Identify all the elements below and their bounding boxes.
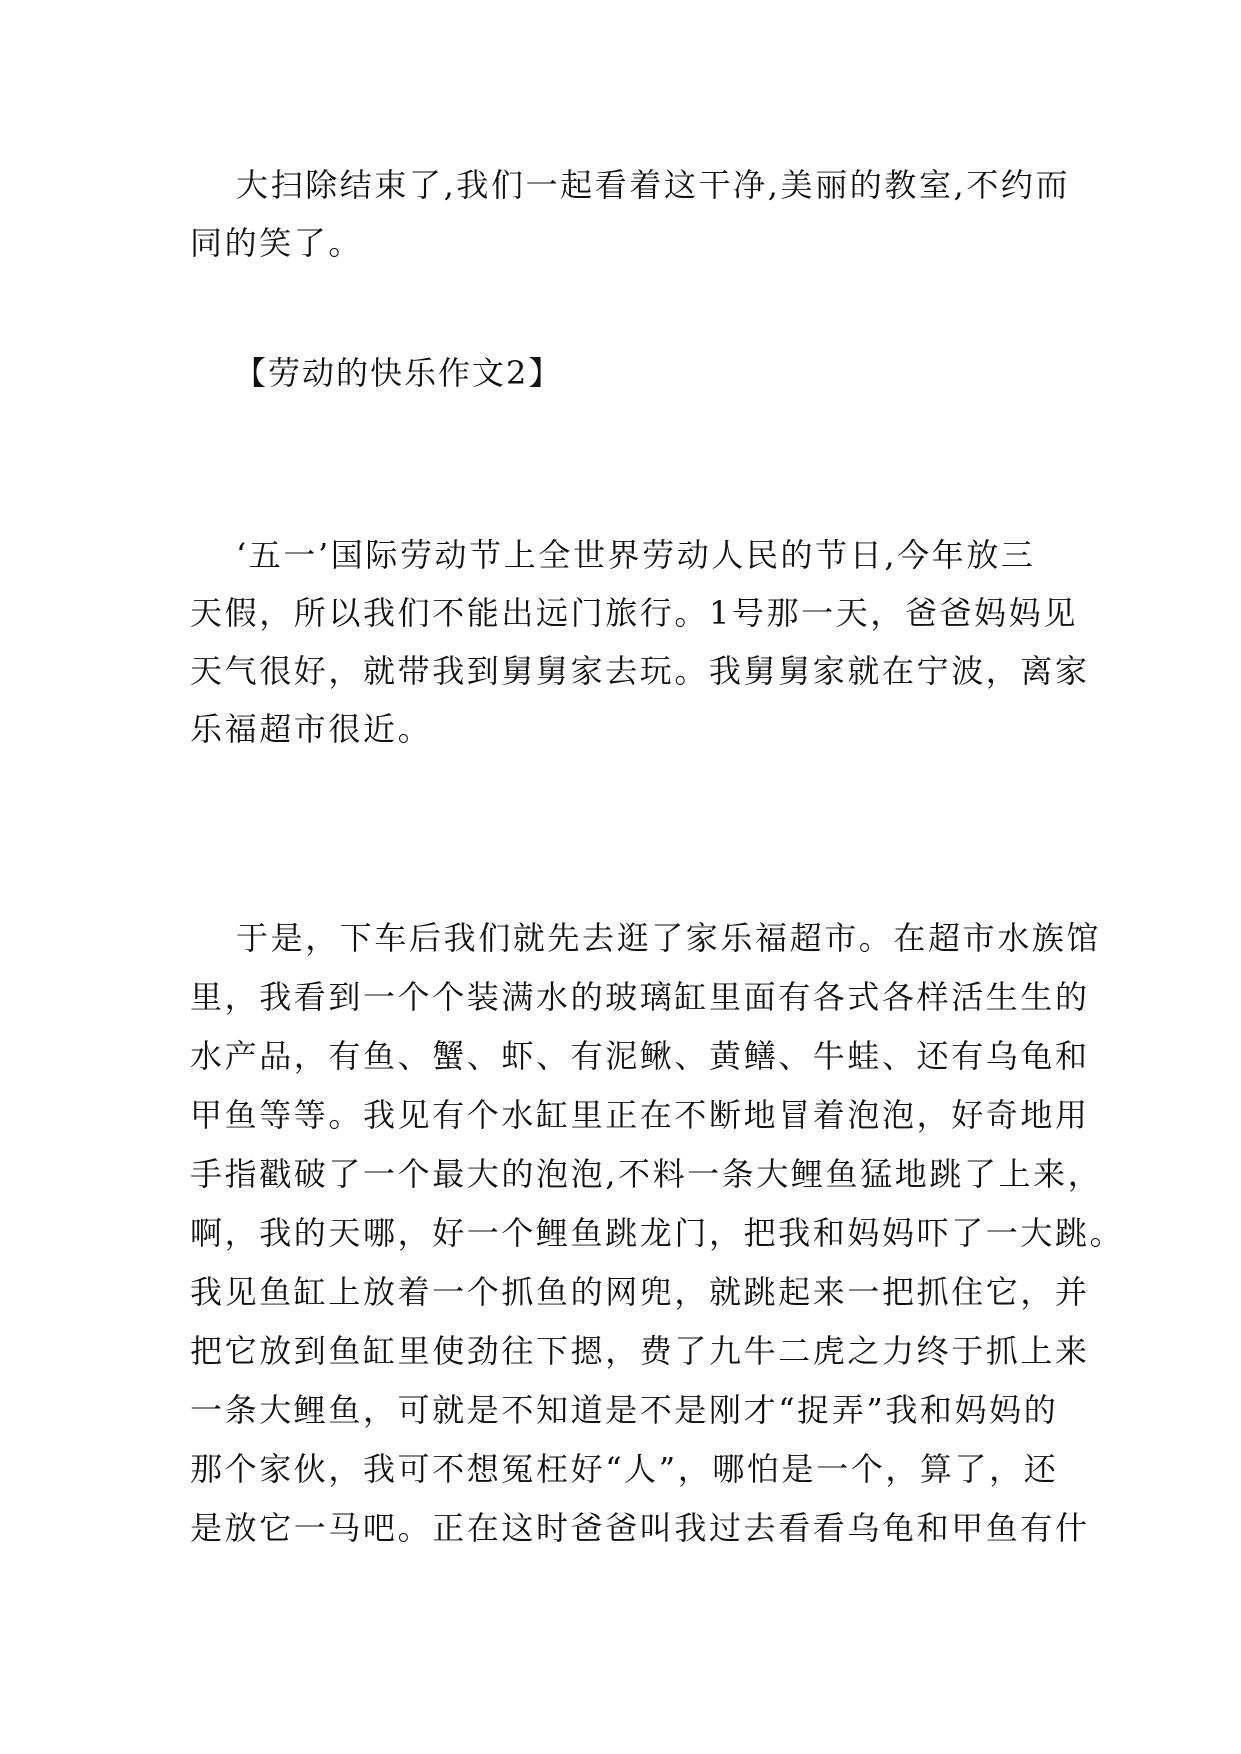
paragraph-line: 水产品，有鱼、蟹、虾、有泥鳅、黄鳝、牛蛙、还有乌龟和 [190,1037,1090,1075]
paragraph-line: 一条大鲤鱼，可就是不知道是不是刚才“捉弄”我和妈妈的 [190,1391,1059,1429]
paragraph-line: 那个家伙，我可不想冤枉好“人”，哪怕是一个，算了，还 [190,1450,1059,1488]
paragraph-line: ‘五一’国际劳动节上全世界劳动人民的节日,今年放三 [236,536,1036,574]
paragraph-line: 手指戳破了一个最大的泡泡,不料一条大鲤鱼猛地跳了上来， [190,1155,1103,1193]
paragraph-line: 是放它一马吧。正在这时爸爸叫我过去看看乌龟和甲鱼有什 [190,1509,1090,1547]
paragraph-line: 我见鱼缸上放着一个抓鱼的网兜，就跳起来一把抓住它，并 [190,1273,1090,1311]
paragraph-line: 里，我看到一个个装满水的玻璃缸里面有各式各样活生生的 [190,978,1090,1016]
paragraph-line: 大扫除结束了,我们一起看着这干净,美丽的教室,不约而 [236,166,1071,204]
section-heading: 【劳动的快乐作文2】 [234,354,563,392]
paragraph-line: 于是，下车后我们就先去逛了家乐福超市。在超市水族馆 [236,919,1102,957]
paragraph-line: 天气很好，就带我到舅舅家去玩。我舅舅家就在宁波，离家 [190,652,1090,690]
paragraph-line: 甲鱼等等。我见有个水缸里正在不断地冒着泡泡，好奇地用 [190,1096,1090,1134]
paragraph-line: 天假，所以我们不能出远门旅行。1号那一天，爸爸妈妈见 [190,594,1078,632]
paragraph-line: 把它放到鱼缸里使劲往下摁，费了九牛二虎之力终于抓上来 [190,1332,1090,1370]
paragraph-line: 乐福超市很近。 [190,710,433,748]
paragraph-line: 同的笑了。 [190,224,364,262]
paragraph-line: 啊，我的天哪，好一个鲤鱼跳龙门，把我和妈妈吓了一大跳。 [190,1214,1125,1252]
